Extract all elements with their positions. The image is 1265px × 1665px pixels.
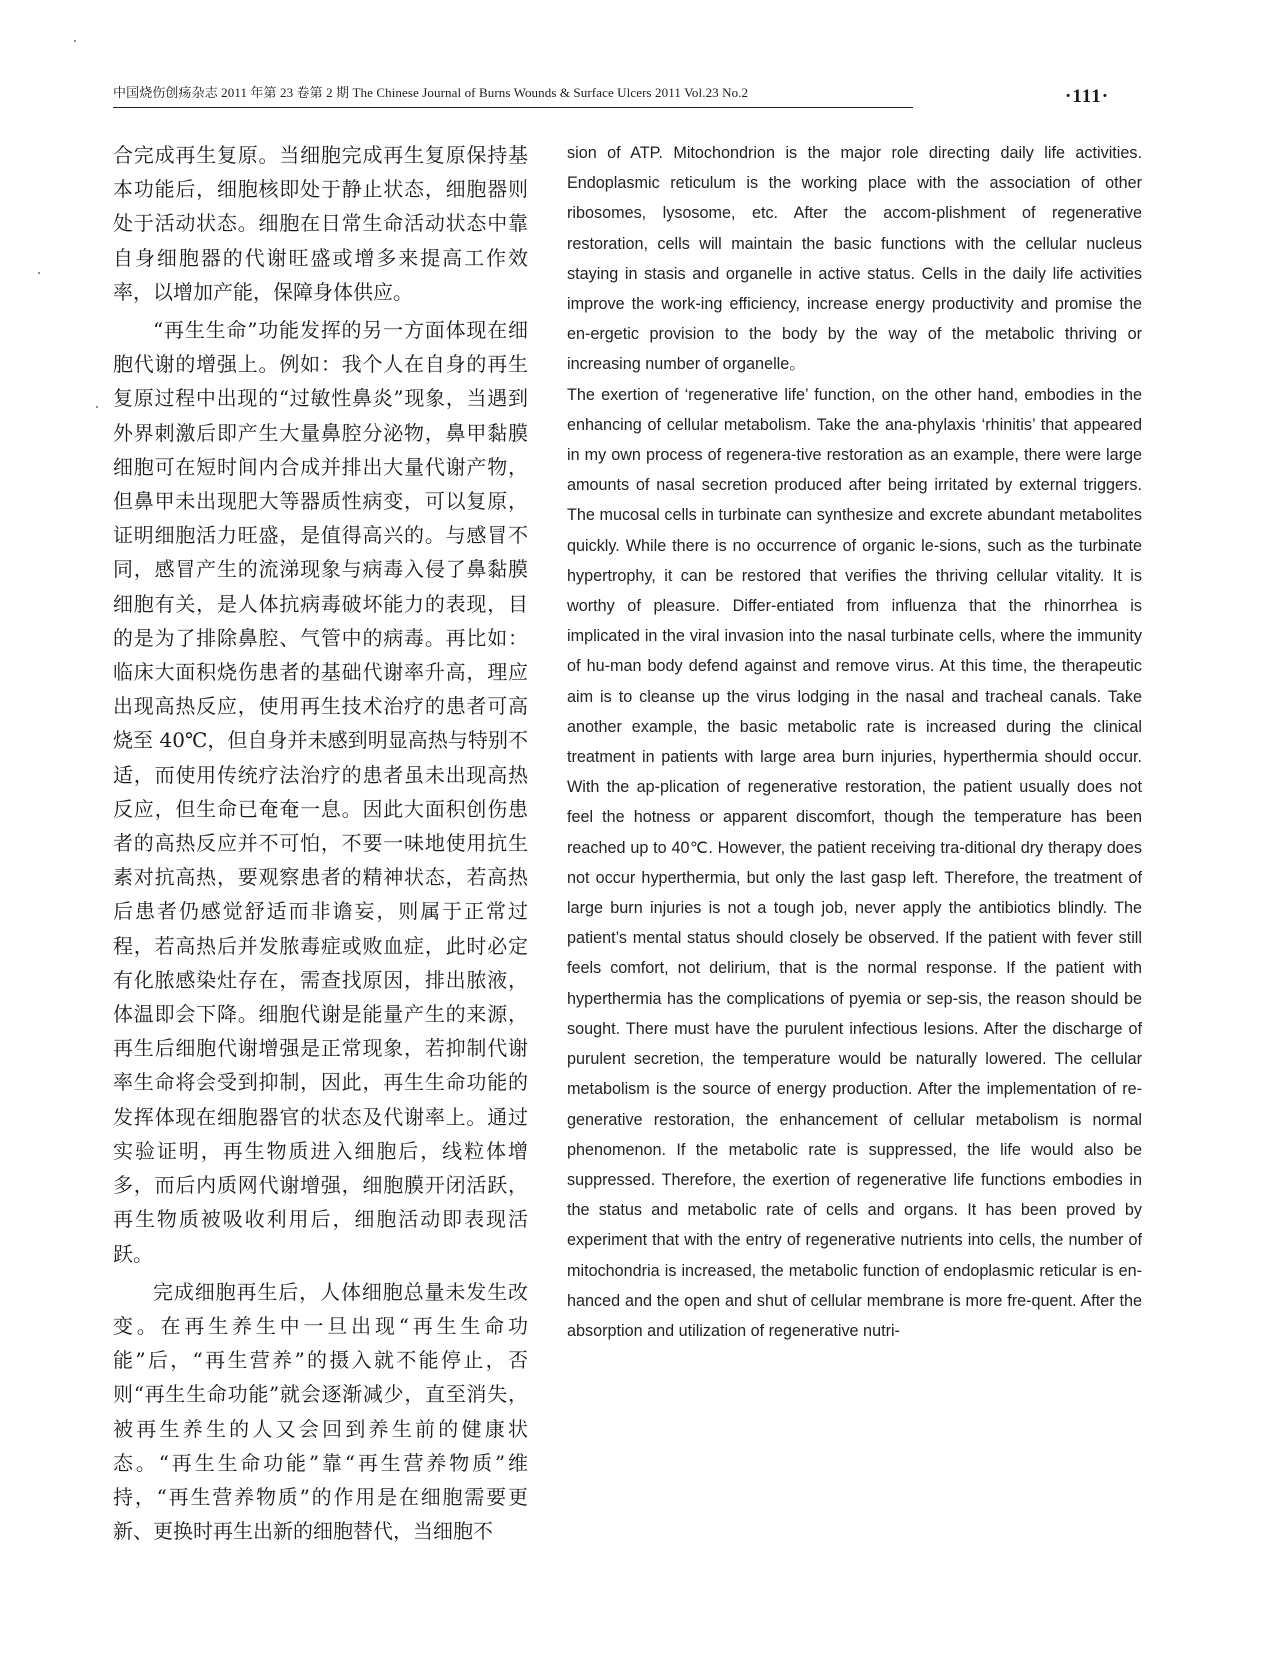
margin-speck — [96, 406, 98, 408]
running-header: 中国烧伤创疡杂志 2011 年第 23 卷第 2 期 The Chinese Journal of Burns Wounds & Surface Ulcers 2011 Vol.23 No.2 — [113, 82, 913, 108]
margin-speck — [38, 272, 40, 274]
paragraph: “再生生命”功能发挥的另一方面体现在细胞代谢的增强上。例如：我个人在自身的再生复原过程中出现的“过敏性鼻炎”现象，当遇到外界刺激后即产生大量鼻腔分泌物，鼻甲黏膜细胞可在短时间内合成并排出大量代谢产物，但鼻甲未出现肥大等器质性病变，可以复原，证明细胞活力旺盛，是值得高兴的。与感冒不同，感冒产生的流涕现象与病毒入侵了鼻黏膜细胞有关，是人体抗病毒破坏能力的表现，目的是为了排除鼻腔、气管中的病毒。再比如：临床大面积烧伤患者的基础代谢率升高，理应出现高热反应，使用再生技术治疗的患者可高烧至 40℃，但自身并未感到明显高热与特别不适，而使用传统疗法治疗的患者虽未出现高热反应，但生命已奄奄一息。因此大面积创伤患者的高热反应并不可怕，不要一味地使用抗生素对抗高热，要观察患者的精神状态，若高热后患者仍感觉舒适而非谵妄，则属于正常过程，若高热后并发脓毒症或败血症，此时必定有化脓感染灶存在，需查找原因，排出脓液，体温即会下降。细胞代谢是能量产生的来源，再生后细胞代谢增强是正常现象，若抑制代谢率生命将会受到抑制，因此，再生生命功能的发挥体现在细胞器官的状态及代谢率上。通过实验证明，再生物质进入细胞后，线粒体增多，而后内质网代谢增强，细胞膜开闭活跃，再生物质被吸收利用后，细胞活动即表现活跃。 — [113, 318, 528, 1266]
paragraph: sion of ATP. Mitochondrion is the major role directing daily life activities. Endoplasmic reticulum is the working place with the association of other ribosomes, lysosome, etc. After the accom-plishment of regenerative restoration, cells will maintain the basic functions with the cellular nucleus staying in stasis and organelle in active status. Cells in the daily life activities improve the work-ing efficiency, increase energy productivity and promise the en-ergetic provision to the body by the way of the metabolic thriving or increasing number of organelle。 — [567, 144, 1142, 374]
paragraph: 完成细胞再生后，人体细胞总量未发生改变。在再生养生中一旦出现“再生生命功能”后，“再生营养”的摄入就不能停止，否则“再生生命功能”就会逐渐减少，直至消失，被再生养生的人又会回到养生前的健康状态。“再生生命功能”靠“再生营养物质”维持，“再生营养物质”的作用是在细胞需要更新、更换时再生出新的细胞替代，当细胞不 — [113, 1279, 528, 1544]
margin-speck — [74, 40, 76, 42]
right-column-english — [567, 138, 1142, 1346]
paragraph: 合完成再生复原。当细胞完成再生复原保持基本功能后，细胞核即处于静止状态，细胞器则处于活动状态。细胞在日常生命活动状态中靠自身细胞器的代谢旺盛或增多来提高工作效率，以增加产能，保障身体供应。 — [113, 143, 528, 304]
paragraph: The exertion of ‘regenerative life’ function, on the other hand, embodies in the enhancing of cellular metabolism. Take the ana-phylaxis ‘rhinitis’ that appeared in my own process of regenera-tive restoration as an example, there were large amounts of nasal secretion produced after being irritated by external triggers. The mucosal cells in turbinate can synthesize and excrete abundant metabolites quickly. While there is no occurrence of organic le-sions, such as the turbinate hypertrophy, it can be restored that verifies the thriving cellular vitality. It is worthy of pleasure. Differ-entiated from influenza that the rhinorrhea is implicated in the viral invasion into the nasal turbinate cells, where the immunity of hu-man body defend against and remove virus. At this time, the therapeutic aim is to cleanse up the virus lodging in the nasal and tracheal canals. Take another example, the basic metabolic rate is increased during the clinical treatment in patients with large area burn injuries, hyperthermia should occur. With the ap-plication of regenerative restoration, the patient usually does not feel the hotness or apparent discomfort, though the temperature has been reached up to 40℃. However, the patient receiving tra-ditional dry therapy does not occur hyperthermia, but only the last gasp left. Therefore, the treatment of large burn injuries is not a tough job, never apply the antibiotics blindly. The patient’s mental status should closely be observed. If the patient with fever still feels comfort, not delirium, that is the normal response. If the patient with hyperthermia has the complications of pyemia or sep-sis, the reason should be sought. There must have the purulent infectious lesions. After the discharge of purulent secretion, the temperature would be naturally lowered. The cellular metabolism is the source of energy production. After the implementation of re-generative restoration, the enhancement of cellular metabolism is normal phenomenon. If the metabolic rate is suppressed, the life would also be suppressed. Therefore, the exertion of regenerative life functions embodies in the status and metabolic rate of cells and organs. It has been proved by experiment that with the entry of regenerative nutrients into cells, the number of mitochondria is increased, the metabolic function of endoplasmic reticular is en-hanced and the open and shut of cellular membrane is more fre-quent. After the absorption and utilization of regenerative nutri- — [567, 385, 1142, 1340]
page-number: ·111· — [1065, 86, 1110, 107]
left-column-chinese — [113, 138, 528, 1548]
